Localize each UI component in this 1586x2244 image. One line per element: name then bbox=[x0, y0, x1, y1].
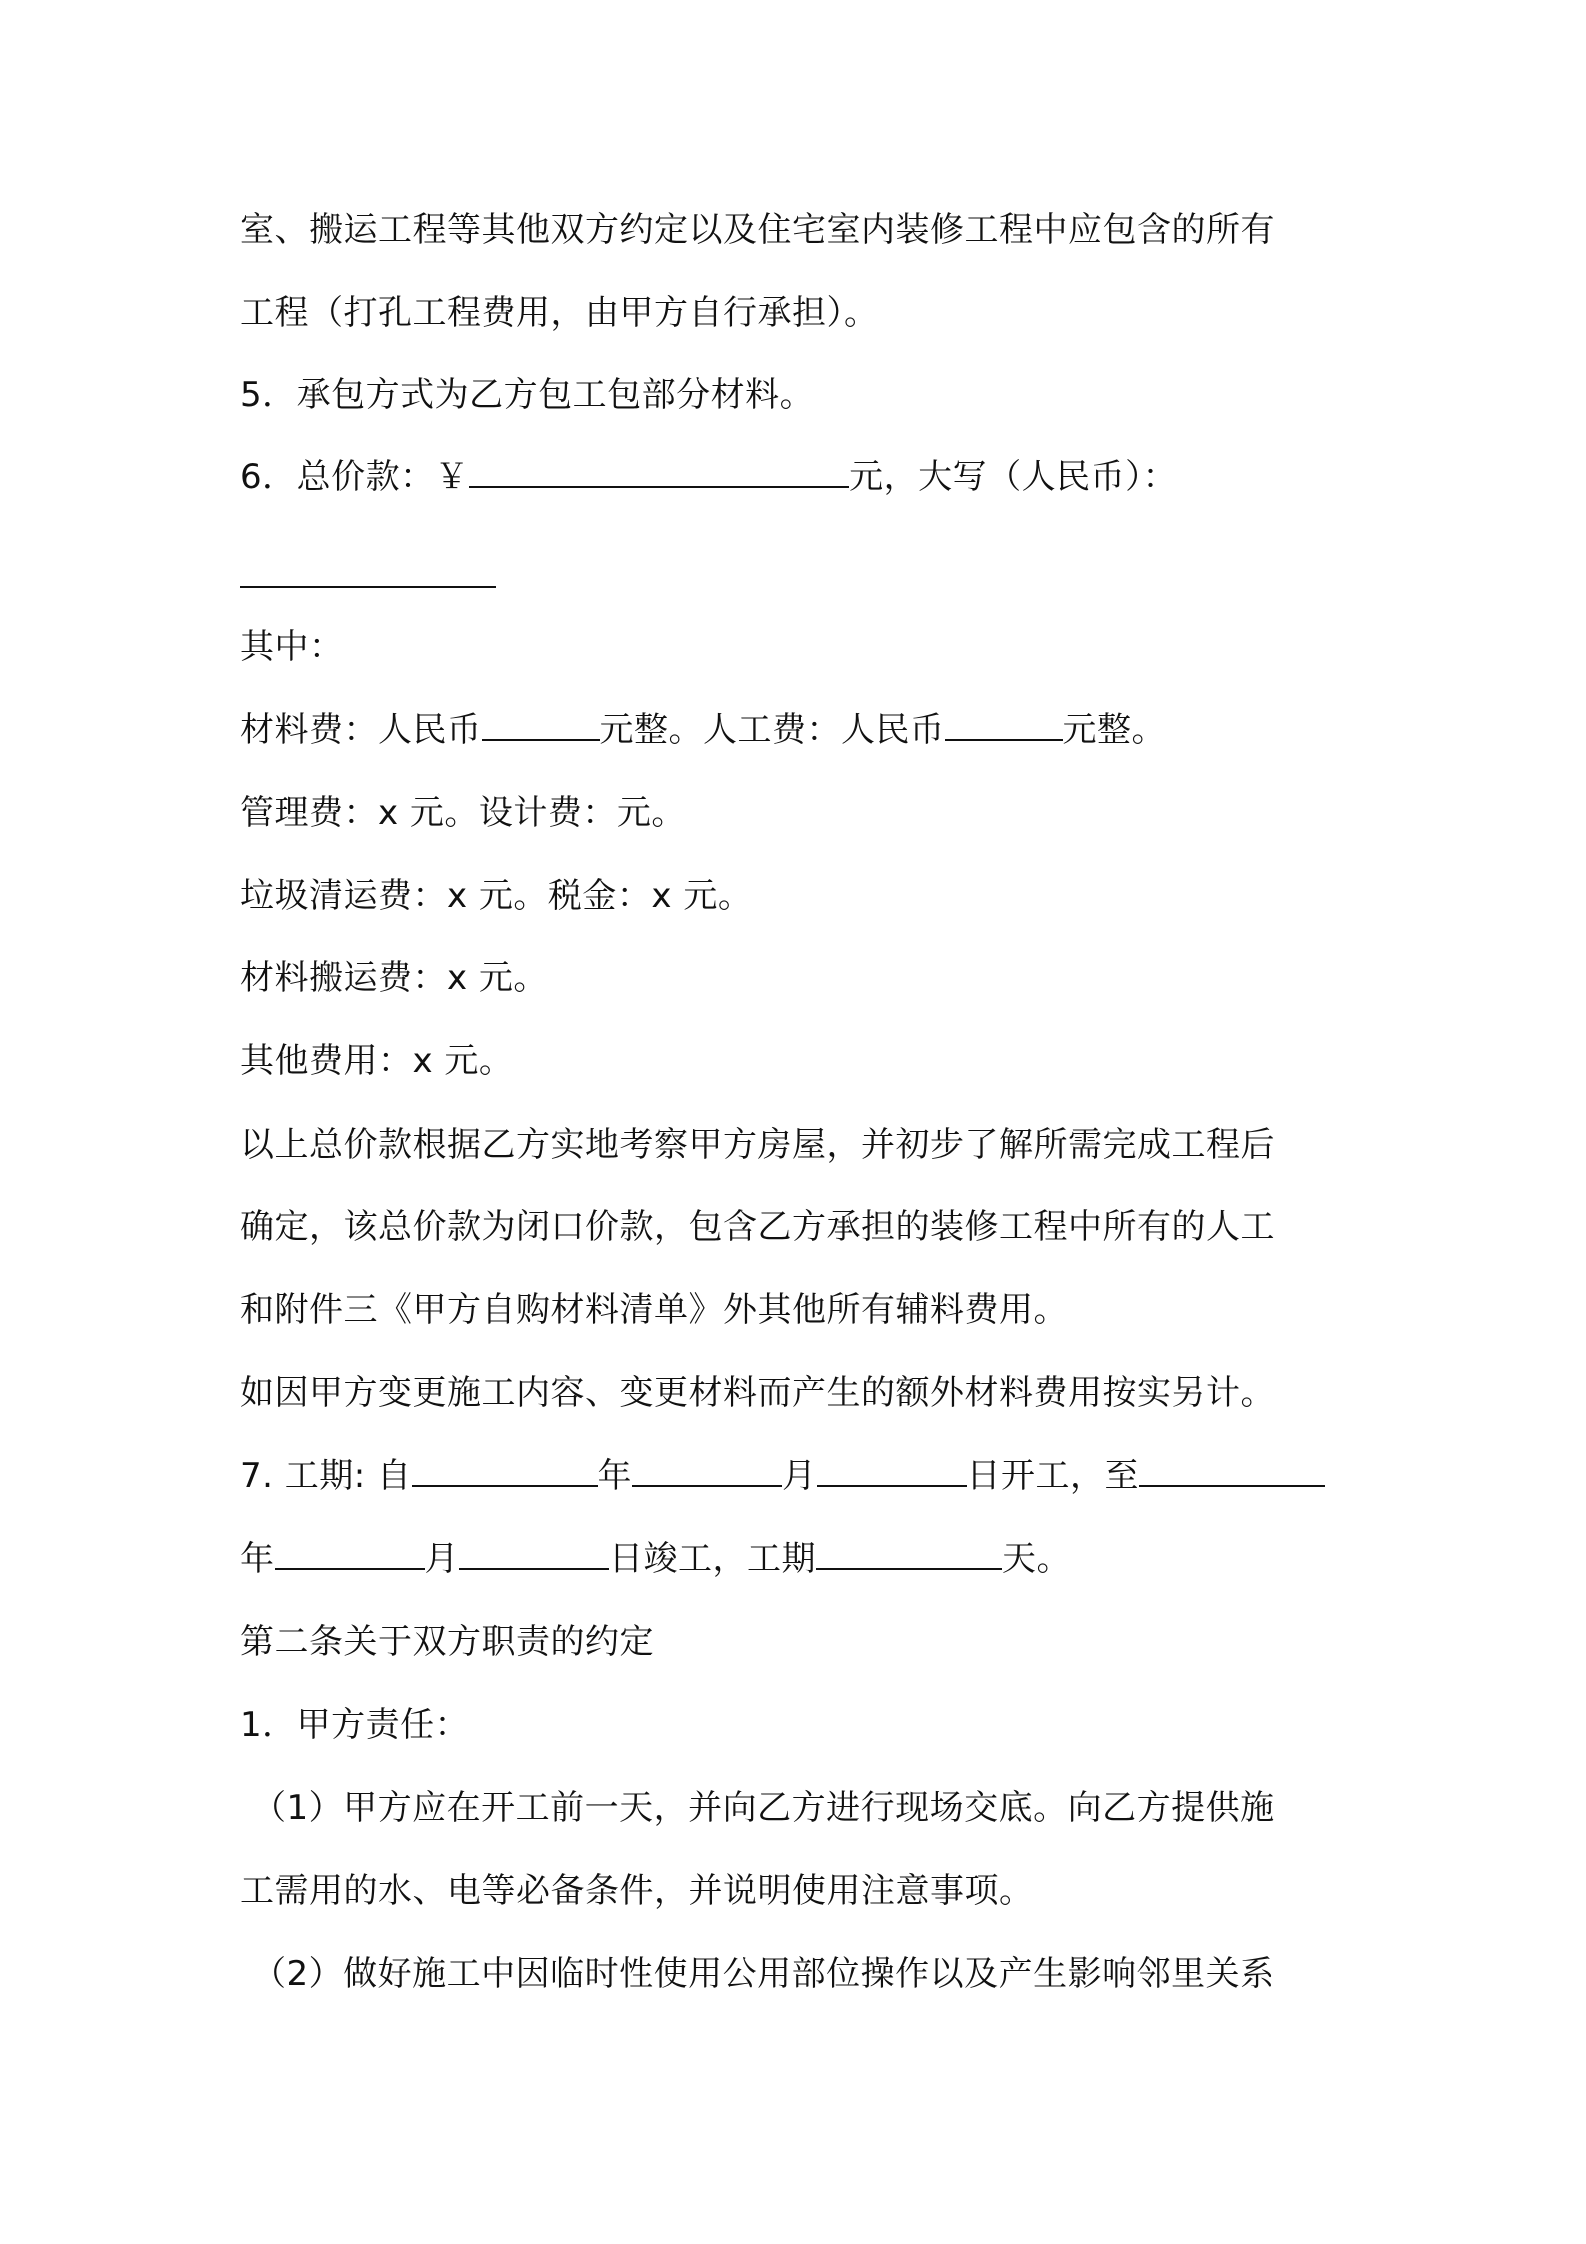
end-month-label: 月 bbox=[424, 1539, 459, 1579]
start-day-label: 日开工，至 bbox=[966, 1456, 1140, 1496]
article-2-heading: 第二条关于双方职责的约定 bbox=[240, 1622, 654, 1662]
management-design-fee: 管理费：x 元。设计费：元。 bbox=[240, 793, 686, 833]
material-fee-label: 材料费：人民币 bbox=[240, 710, 482, 750]
material-handling-fee: 材料搬运费：x 元。 bbox=[240, 958, 548, 998]
item-7-schedule-start bbox=[240, 1451, 1360, 1501]
para-line-12: 以上总价款根据乙方实地考察甲方房屋，并初步了解所需完成工程后 bbox=[240, 1125, 1275, 1165]
total-price-blank[interactable] bbox=[469, 452, 849, 488]
other-fees: 其他费用：x 元。 bbox=[240, 1041, 514, 1081]
para-line-2: 工程（打孔工程费用，由甲方自行承担）。 bbox=[240, 293, 879, 333]
end-day-label: 日竣工，工期 bbox=[609, 1539, 816, 1579]
duration-days-blank[interactable] bbox=[816, 1534, 1002, 1570]
start-year-blank[interactable] bbox=[412, 1451, 598, 1487]
end-month-blank[interactable] bbox=[275, 1534, 425, 1570]
labor-fee-blank[interactable] bbox=[945, 705, 1063, 741]
capital-amount-blank[interactable] bbox=[240, 552, 496, 588]
para-line-15: 如因甲方变更施工内容、变更材料而产生的额外材料费用按实另计。 bbox=[240, 1373, 1275, 1413]
end-year-blank[interactable] bbox=[1139, 1451, 1325, 1487]
total-price-capital-label: 元，大写（人民币）： bbox=[849, 457, 1178, 497]
start-year-label: 年 bbox=[597, 1456, 633, 1496]
waste-tax-fee: 垃圾清运费：x 元。税金：x 元。 bbox=[240, 876, 753, 916]
labor-fee-label: 元整。人工费：人民币 bbox=[599, 710, 945, 750]
party-a-duties-heading: 1．甲方责任： bbox=[240, 1705, 470, 1745]
duration-days-label: 天。 bbox=[1002, 1539, 1071, 1579]
material-fee-blank[interactable] bbox=[482, 705, 600, 741]
labor-fee-suffix: 元整。 bbox=[1062, 710, 1166, 750]
para-line-14: 和附件三《甲方自购材料清单》外其他所有辅料费用。 bbox=[240, 1290, 1068, 1330]
schedule-from-label: 7. 工期: 自 bbox=[240, 1456, 412, 1496]
item-6-total-price bbox=[240, 452, 1360, 502]
start-day-blank[interactable] bbox=[817, 1451, 967, 1487]
start-month-blank[interactable] bbox=[632, 1451, 782, 1487]
end-year-label: 年 bbox=[240, 1539, 275, 1579]
duty-1-line-2: 工需用的水、电等必备条件，并说明使用注意事项。 bbox=[240, 1871, 1034, 1911]
para-line-13: 确定，该总价款为闭口价款，包含乙方承担的装修工程中所有的人工 bbox=[240, 1207, 1275, 1247]
para-line-1: 室、搬运工程等其他双方约定以及住宅室内装修工程中应包含的所有 bbox=[240, 210, 1275, 250]
duty-2-line-1: （2）做好施工中因临时性使用公用部位操作以及产生影响邻里关系 bbox=[252, 1954, 1275, 1994]
end-day-blank[interactable] bbox=[459, 1534, 609, 1570]
breakdown-heading: 其中： bbox=[240, 627, 344, 667]
capital-amount-line bbox=[240, 552, 1360, 602]
start-month-label: 月 bbox=[782, 1456, 817, 1496]
item-5-contract-mode: 5．承包方式为乙方包工包部分材料。 bbox=[240, 375, 815, 415]
total-price-label: 6．总价款：￥ bbox=[240, 457, 470, 497]
duty-1-line-1: （1）甲方应在开工前一天，并向乙方进行现场交底。向乙方提供施 bbox=[252, 1788, 1275, 1828]
item-7-schedule-end bbox=[240, 1534, 1360, 1584]
material-labor-fee-line bbox=[240, 705, 1360, 755]
